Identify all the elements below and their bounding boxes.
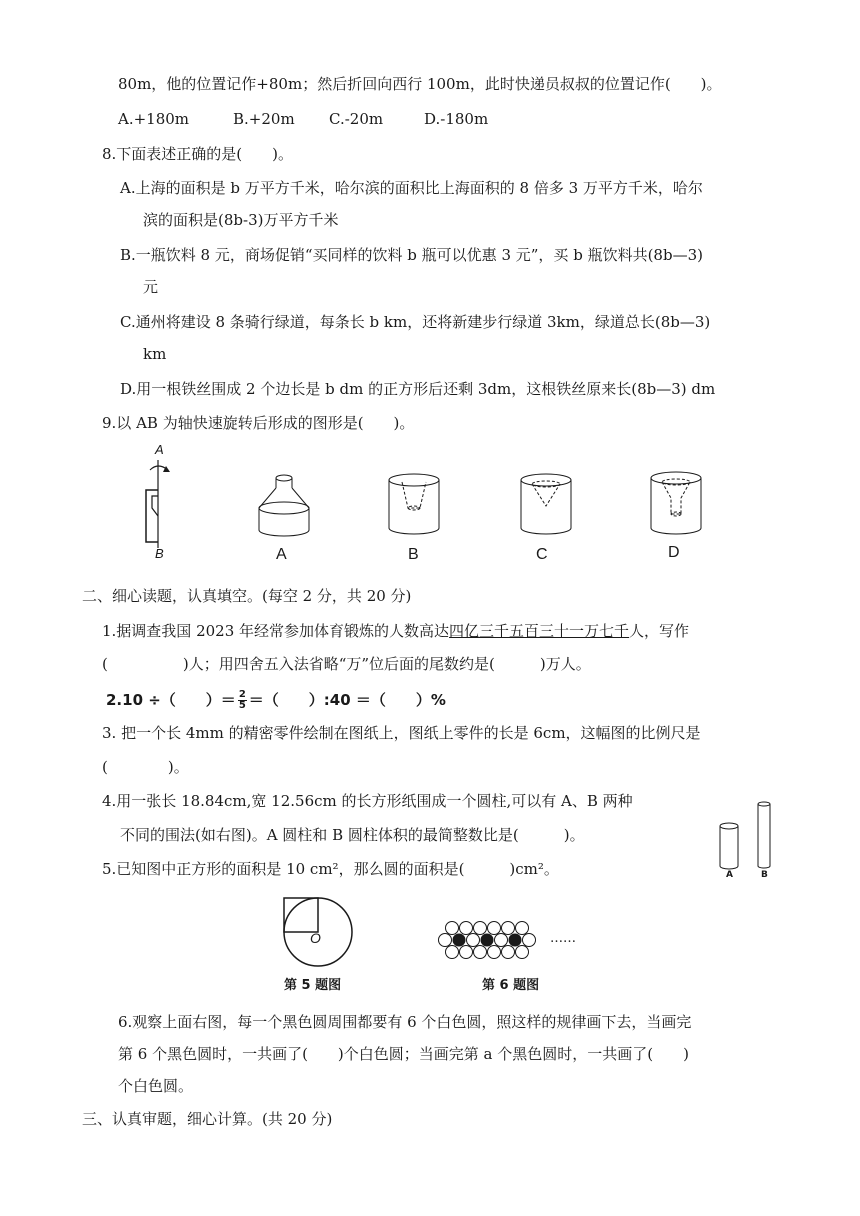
s2-q1-text-post: 人，写作 bbox=[629, 622, 690, 640]
s2-q4-label-b: B bbox=[761, 870, 768, 880]
section2-heading: 二、细心读题，认真填空。(每空 2 分，共 20 分) bbox=[82, 587, 412, 605]
s2-q6-figure bbox=[436, 918, 551, 962]
q8-option-c-line1: C.通州将建设 8 条骑行绿道，每条长 b km，还将新建步行绿道 3km，绿道总长(8b—3) bbox=[120, 313, 711, 331]
q9-axis-label-b: B bbox=[155, 546, 164, 561]
q9-stem: 9.以 AB 为轴快速旋转后形成的图形是( )。 bbox=[102, 414, 415, 432]
q9-choice-d-label: D bbox=[668, 544, 680, 561]
q8-option-b-line1: B.一瓶饮料 8 元，商场促销“买同样的饮料 b 瓶可以优惠 3 元”，买 b 瓶饮料共(8b—3) bbox=[120, 246, 703, 264]
s2-q2-equation bbox=[106, 687, 446, 713]
s2-q2-right: ＝（ ）:40 ＝（ ）% bbox=[248, 691, 446, 709]
s2-q3-line1: 3. 把一个长 4mm 的精密零件绘制在图纸上，图纸上零件的长是 6cm，这幅图的比例尺是 bbox=[102, 724, 701, 742]
q9-choice-a-label: A bbox=[276, 546, 287, 563]
s2-q4-line2: 不同的围法(如右图)。A 圆柱和 B 圆柱体积的最简整数比是( )。 bbox=[120, 826, 585, 844]
s2-q6-line3: 个白色圆。 bbox=[118, 1077, 194, 1095]
q9-choice-b-label: B bbox=[408, 546, 419, 563]
s2-q2-fraction-denominator: 5 bbox=[238, 700, 246, 711]
s2-q2-left: 2.10 ÷（ ）＝ bbox=[106, 691, 236, 709]
q8-option-c-line2: km bbox=[143, 345, 167, 363]
q8-option-d: D.用一根铁丝围成 2 个边长是 b dm 的正方形后还剩 3dm，这根铁丝原来长(8b—3) dm bbox=[120, 380, 716, 398]
q9-axis-label-a: A bbox=[155, 442, 164, 457]
s2-q5-center-label: O bbox=[310, 930, 321, 946]
s2-q5-line: 5.已知图中正方形的面积是 10 cm²，那么圆的面积是( )cm²。 bbox=[102, 860, 559, 878]
s2-q6-line1: 6.观察上面右图，每一个黑色圆周围都要有 6 个白色圆，照这样的规律画下去，当画完 bbox=[118, 1013, 692, 1031]
q9-choice-b-figure bbox=[386, 470, 442, 542]
q7-line: 80m，他的位置记作+80m；然后折回向西行 100m，此时快递员叔叔的位置记作( )。 bbox=[118, 75, 722, 93]
q9-choice-c-figure bbox=[518, 470, 574, 542]
q9-choice-a-figure bbox=[253, 470, 315, 542]
s2-q6-caption: 第 6 题图 bbox=[482, 978, 540, 993]
q9-choice-c-label: C bbox=[536, 546, 548, 563]
s2-q6-ellipsis: …… bbox=[550, 931, 576, 946]
s2-q4-cylinders-figure bbox=[716, 798, 786, 870]
s2-q1-line2: ( )人；用四舍五入法省略“万”位后面的尾数约是( )万人。 bbox=[102, 655, 591, 673]
section3-heading: 三、认真审题，细心计算。(共 20 分) bbox=[82, 1110, 333, 1128]
s2-q4-label-a: A bbox=[726, 870, 733, 880]
q7-option-a: A.+180m bbox=[118, 110, 190, 128]
q8-option-b-line2: 元 bbox=[143, 278, 159, 296]
s2-q5-caption: 第 5 题图 bbox=[284, 978, 342, 993]
q7-option-d: D.-180m bbox=[424, 110, 489, 128]
q7-option-b: B.+20m bbox=[233, 110, 295, 128]
q8-stem: 8.下面表述正确的是( )。 bbox=[102, 145, 294, 163]
q9-choice-d-figure bbox=[648, 468, 704, 542]
s2-q2-fraction bbox=[238, 690, 247, 711]
s2-q1-underlined-number: 四亿三千五百三十一万七千 bbox=[449, 622, 630, 640]
q7-option-c: C.-20m bbox=[329, 110, 384, 128]
q8-option-a-line2: 滨的面积是(8b-3)万平方千米 bbox=[143, 211, 339, 229]
s2-q6-line2: 第 6 个黑色圆时，一共画了( )个白色圆；当画完第 a 个黑色圆时，一共画了( ) bbox=[118, 1045, 689, 1063]
s2-q1-text-pre: 1.据调查我国 2023 年经常参加体育锻炼的人数高达 bbox=[102, 622, 450, 640]
s2-q4-line1: 4.用一张长 18.84cm,宽 12.56cm 的长方形纸围成一个圆柱,可以有 A、B 两种 bbox=[102, 792, 633, 810]
s2-q1-line1 bbox=[102, 620, 689, 642]
s2-q3-line2: ( )。 bbox=[102, 758, 189, 776]
q8-option-a-line1: A.上海的面积是 b 万平方千米，哈尔滨的面积比上海面积的 8 倍多 3 万平方千米，哈尔 bbox=[120, 179, 703, 197]
s2-q2-fraction-numerator: 2 bbox=[238, 689, 246, 700]
